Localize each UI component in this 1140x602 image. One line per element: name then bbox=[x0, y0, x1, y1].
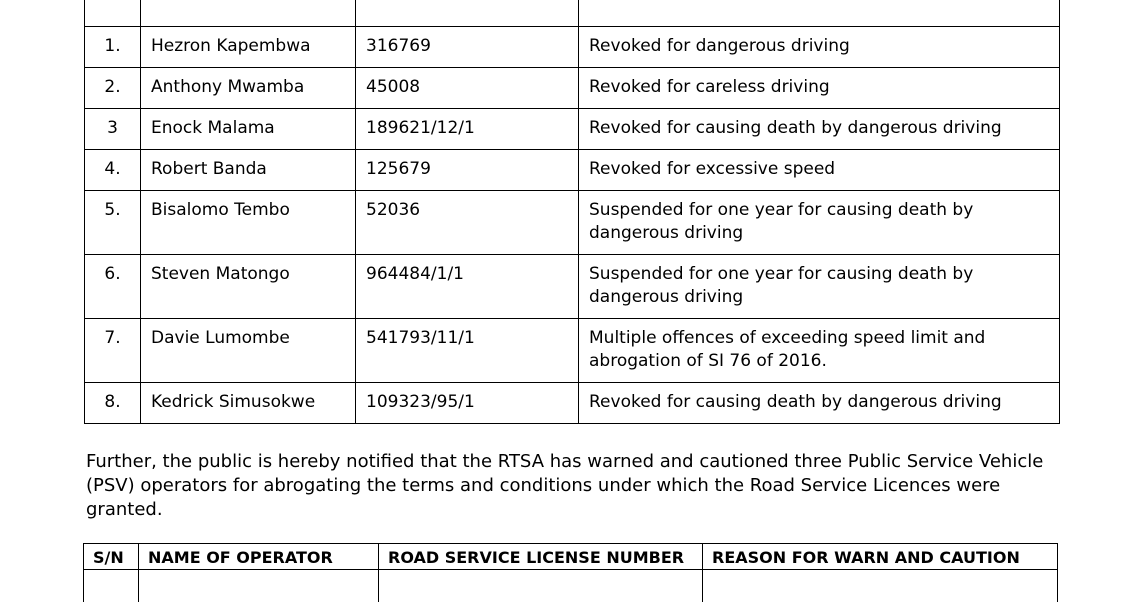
header-road-service-license-number: ROAD SERVICE LICENSE NUMBER bbox=[379, 544, 703, 570]
licence-number: 316769 bbox=[366, 27, 578, 58]
notice-paragraph: Further, the public is hereby notified that the RTSA has warned and cautioned three Public Service Vehicle (PSV) operators for abrogating the terms and conditions under which the Road Service Licences were granted. bbox=[86, 450, 1076, 522]
offence-reason: Suspended for one year for causing death by dangerous driving bbox=[589, 255, 1059, 309]
offence-reason: Revoked for causing death by dangerous driving bbox=[589, 383, 1059, 414]
offence-reason: Revoked for dangerous driving bbox=[589, 27, 1059, 58]
driver-name-cell bbox=[141, 0, 356, 27]
driver-name: Bisalomo Tembo bbox=[151, 191, 355, 222]
row-sn-cell bbox=[85, 319, 141, 383]
operator-table-header-row bbox=[84, 544, 1058, 570]
licence-number: 125679 bbox=[366, 150, 578, 181]
row-sn: 1. bbox=[85, 27, 140, 58]
header-operator-name: NAME OF OPERATOR bbox=[139, 544, 379, 570]
licence-number-cell bbox=[356, 383, 579, 424]
offence-reason-cell bbox=[579, 383, 1060, 424]
driver-name: Robert Banda bbox=[151, 150, 355, 181]
licence-number-cell bbox=[356, 0, 579, 27]
licence-number: 45008 bbox=[366, 68, 578, 99]
licence-number: 541793/11/1 bbox=[366, 319, 578, 350]
offence-reason: Suspended for one year for causing death by dangerous driving bbox=[589, 191, 1059, 245]
row-sn-cell bbox=[85, 191, 141, 255]
table-row bbox=[85, 319, 1060, 383]
licence-number-cell bbox=[356, 319, 579, 383]
licence-offences-table bbox=[84, 0, 1060, 424]
row-sn-cell bbox=[85, 27, 141, 68]
offence-reason: Multiple offences of exceeding speed limit and abrogation of SI 76 of 2016. bbox=[589, 319, 1059, 373]
licence-number-cell bbox=[356, 109, 579, 150]
offence-reason-cell bbox=[579, 68, 1060, 109]
offence-reason-cell bbox=[579, 0, 1060, 27]
row-sn: 6. bbox=[85, 255, 140, 286]
licence-number-cell bbox=[356, 27, 579, 68]
licence-number-cell bbox=[356, 191, 579, 255]
offence-reason bbox=[589, 0, 1059, 3]
driver-name: Enock Malama bbox=[151, 109, 355, 140]
row-sn: 7. bbox=[85, 319, 140, 350]
cell bbox=[84, 570, 139, 602]
table-row bbox=[85, 383, 1060, 424]
operator-table bbox=[83, 543, 1058, 602]
row-sn: 5. bbox=[85, 191, 140, 222]
licence-number: 189621/12/1 bbox=[366, 109, 578, 140]
table-row bbox=[85, 255, 1060, 319]
row-sn-cell bbox=[85, 109, 141, 150]
licence-number-cell bbox=[356, 150, 579, 191]
licence-number-cell bbox=[356, 255, 579, 319]
driver-name-cell bbox=[141, 27, 356, 68]
table-row bbox=[85, 109, 1060, 150]
table-row bbox=[85, 150, 1060, 191]
driver-name: Hezron Kapembwa bbox=[151, 27, 355, 58]
offence-reason: Revoked for causing death by dangerous driving bbox=[589, 109, 1059, 140]
row-sn-cell bbox=[85, 255, 141, 319]
row-sn: 2. bbox=[85, 68, 140, 99]
row-sn-cell bbox=[85, 150, 141, 191]
driver-name: Anthony Mwamba bbox=[151, 68, 355, 99]
licence-number: 109323/95/1 bbox=[366, 383, 578, 414]
driver-name-cell bbox=[141, 191, 356, 255]
licence-number: 52036 bbox=[366, 191, 578, 222]
table-row-partial bbox=[85, 0, 1060, 27]
row-sn-cell bbox=[85, 0, 141, 27]
row-sn: 3 bbox=[85, 109, 140, 140]
licence-number-cell bbox=[356, 68, 579, 109]
driver-name bbox=[151, 0, 355, 3]
offence-reason-cell bbox=[579, 191, 1060, 255]
row-sn-cell bbox=[85, 68, 141, 109]
offence-reason: Revoked for careless driving bbox=[589, 68, 1059, 99]
driver-name: Davie Lumombe bbox=[151, 319, 355, 350]
driver-name: Kedrick Simusokwe bbox=[151, 383, 355, 414]
operator-table-empty-row bbox=[84, 570, 1058, 602]
row-sn: 8. bbox=[85, 383, 140, 414]
cell bbox=[379, 570, 703, 602]
driver-name-cell bbox=[141, 109, 356, 150]
offence-reason-cell bbox=[579, 109, 1060, 150]
driver-name-cell bbox=[141, 383, 356, 424]
offence-reason-cell bbox=[579, 319, 1060, 383]
licence-number bbox=[366, 0, 578, 3]
table-row bbox=[85, 68, 1060, 109]
driver-name-cell bbox=[141, 68, 356, 109]
offence-reason-cell bbox=[579, 150, 1060, 191]
driver-name-cell bbox=[141, 255, 356, 319]
driver-name-cell bbox=[141, 150, 356, 191]
table-row bbox=[85, 27, 1060, 68]
driver-name: Steven Matongo bbox=[151, 255, 355, 286]
header-reason: REASON FOR WARN AND CAUTION bbox=[703, 544, 1058, 570]
offence-reason: Revoked for excessive speed bbox=[589, 150, 1059, 181]
table-row bbox=[85, 191, 1060, 255]
licence-number: 964484/1/1 bbox=[366, 255, 578, 286]
row-sn bbox=[85, 0, 140, 3]
driver-name-cell bbox=[141, 319, 356, 383]
header-sn: S/N bbox=[84, 544, 139, 570]
offence-reason-cell bbox=[579, 27, 1060, 68]
row-sn: 4. bbox=[85, 150, 140, 181]
row-sn-cell bbox=[85, 383, 141, 424]
cell bbox=[139, 570, 379, 602]
cell bbox=[703, 570, 1058, 602]
offence-reason-cell bbox=[579, 255, 1060, 319]
